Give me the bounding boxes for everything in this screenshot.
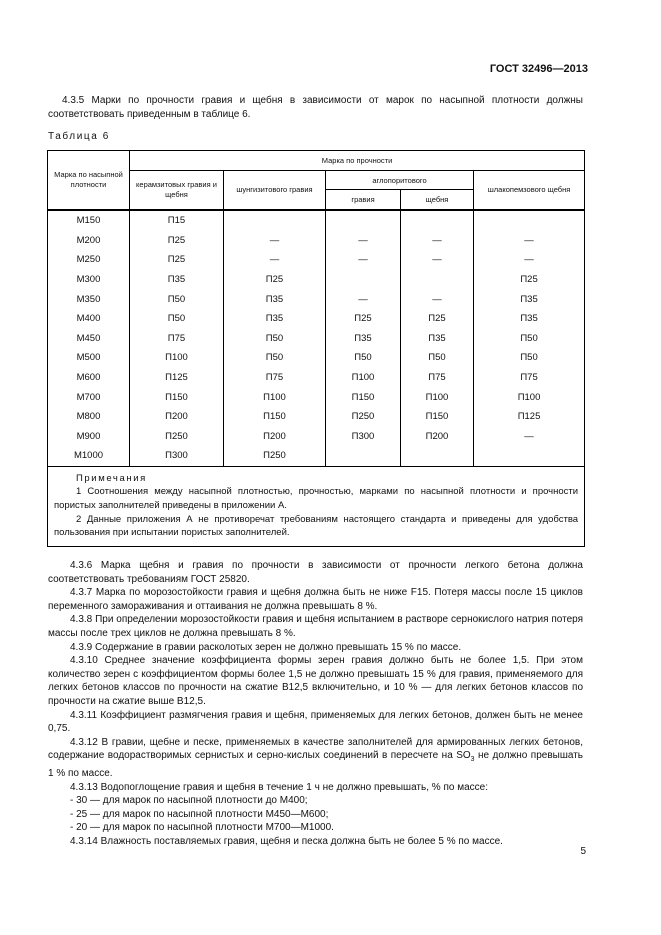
paragraph-4-3-13: 4.3.13 Водопоглощение гравия и щебня в течение 1 ч не должно превышать, % по массе:	[70, 781, 488, 793]
page-number: 5	[580, 846, 586, 857]
keramzit-cell: П35	[130, 270, 224, 290]
agloporit-gravel-cell	[326, 270, 401, 290]
shungizit-cell: П25	[224, 270, 326, 290]
grade-cell: М300	[48, 270, 130, 290]
shungizit-cell: П35	[224, 309, 326, 329]
keramzit-cell: П150	[130, 387, 224, 407]
grade-cell: М200	[48, 231, 130, 251]
grade-cell: М150	[48, 210, 130, 231]
table-row	[48, 231, 585, 251]
paragraph-4-3-6: 4.3.6 Марка щебня и гравия по прочности в зависимости от прочности легкого бетона должна соответствовать требованиям ГОСТ 25820.	[48, 560, 583, 585]
agloporit-crushed-cell: П25	[401, 309, 474, 329]
agloporit-crushed-cell: —	[401, 250, 474, 270]
grade-cell: М500	[48, 348, 130, 368]
agloporit-gravel-cell	[326, 446, 401, 466]
table-row	[48, 270, 585, 290]
agloporit-gravel-cell: —	[326, 250, 401, 270]
shungizit-cell: П100	[224, 387, 326, 407]
shlakopemza-cell: П50	[474, 329, 585, 349]
header-strength-grade: Марка по прочности	[130, 151, 585, 171]
list-item: - 20 — для марок по насыпной плотности М700—М1000.	[48, 821, 583, 835]
table-notes	[48, 466, 585, 546]
keramzit-cell: П200	[130, 407, 224, 427]
grade-cell: М450	[48, 329, 130, 349]
notes-title: Примечания	[76, 472, 147, 484]
header-shlakopemza: шлакопемзового щебня	[474, 171, 585, 211]
agloporit-crushed-cell: П100	[401, 387, 474, 407]
header-shungizit: шунгизитового гравия	[224, 171, 326, 211]
table-row	[48, 368, 585, 388]
keramzit-cell: П15	[130, 210, 224, 231]
agloporit-gravel-cell: —	[326, 231, 401, 251]
paragraph-4-3-12	[48, 736, 583, 781]
header-agloporit-gravel: гравия	[326, 190, 401, 211]
grade-cell: М900	[48, 427, 130, 447]
body-text	[48, 559, 583, 848]
keramzit-cell: П75	[130, 329, 224, 349]
shungizit-cell: П50	[224, 348, 326, 368]
shungizit-cell: —	[224, 250, 326, 270]
list-item: - 30 — для марок по насыпной плотности до М400;	[48, 794, 583, 808]
agloporit-crushed-cell	[401, 210, 474, 231]
table-row	[48, 407, 585, 427]
shlakopemza-cell: П35	[474, 309, 585, 329]
paragraph-4-3-12-text: 4.3.12 В гравии, щебне и песке, применяемых в качестве заполнителей для армированных легких бетонов, содержание водорастворимых сернистых и серно-кислых соединений в пересчете на SO	[48, 736, 583, 762]
table-row	[48, 446, 585, 466]
table-caption: Таблица 6	[48, 131, 110, 142]
shungizit-cell: П35	[224, 289, 326, 309]
shlakopemza-cell: П125	[474, 407, 585, 427]
agloporit-crushed-cell: —	[401, 289, 474, 309]
keramzit-cell: П25	[130, 250, 224, 270]
shlakopemza-cell: —	[474, 427, 585, 447]
shungizit-cell: П250	[224, 446, 326, 466]
grade-cell: М800	[48, 407, 130, 427]
strength-grade-table	[47, 150, 585, 547]
shlakopemza-cell: П100	[474, 387, 585, 407]
keramzit-cell: П25	[130, 231, 224, 251]
agloporit-gravel-cell: П35	[326, 329, 401, 349]
grade-cell: М600	[48, 368, 130, 388]
paragraph-4-3-12-tail: не должно превышать 1 % по массе.	[48, 750, 583, 779]
agloporit-crushed-cell: П200	[401, 427, 474, 447]
paragraph-4-3-8: 4.3.8 При определении морозостойкости гравия и щебня испытанием в растворе сернокислого натрия потеря массы после трех циклов не должна превышать 8 %.	[48, 614, 583, 639]
grade-cell: М400	[48, 309, 130, 329]
shlakopemza-cell: П25	[474, 270, 585, 290]
agloporit-crushed-cell: П75	[401, 368, 474, 388]
agloporit-crushed-cell	[401, 270, 474, 290]
grade-cell: М350	[48, 289, 130, 309]
agloporit-gravel-cell: —	[326, 289, 401, 309]
paragraph-4-3-5: 4.3.5 Марки по прочности гравия и щебня в зависимости от марок по насыпной плотности должны соответствовать приведенным в таблице 6.	[48, 95, 583, 120]
shungizit-cell: П150	[224, 407, 326, 427]
shungizit-cell	[224, 210, 326, 231]
paragraph-4-3-11: 4.3.11 Коэффициент размягчения гравия и щебня, применяемых для легких бетонов, должен быть не менее 0,75.	[48, 709, 583, 735]
shlakopemza-cell	[474, 446, 585, 466]
agloporit-crushed-cell	[401, 446, 474, 466]
table-row	[48, 210, 585, 231]
keramzit-cell: П300	[130, 446, 224, 466]
shlakopemza-cell: П35	[474, 289, 585, 309]
paragraph-4-3-10: 4.3.10 Среднее значение коэффициента формы зерен гравия должно быть не более 1,5. При этом количество зерен с коэффициентом формы более 1,5 не должно превышать 15 % для гравия, применяемого для легких бетонов классов по прочности на сжатие В12,5 включительно, и 10 % — для легких бетонов классов по прочности на сжатие выше В12,5.	[48, 655, 583, 707]
keramzit-cell: П125	[130, 368, 224, 388]
agloporit-gravel-cell: П300	[326, 427, 401, 447]
header-agloporit-crushed: щебня	[401, 190, 474, 211]
grade-cell: М700	[48, 387, 130, 407]
shungizit-cell: П50	[224, 329, 326, 349]
agloporit-gravel-cell: П25	[326, 309, 401, 329]
agloporit-crushed-cell: П35	[401, 329, 474, 349]
shlakopemza-cell: —	[474, 231, 585, 251]
so3-subscript: 3	[470, 756, 475, 764]
table-row	[48, 329, 585, 349]
table-row	[48, 427, 585, 447]
paragraph-4-3-9: 4.3.9 Содержание в гравии расколотых зерен не должно превышать 15 % по массе.	[70, 641, 462, 653]
shungizit-cell: П200	[224, 427, 326, 447]
agloporit-crushed-cell: П50	[401, 348, 474, 368]
agloporit-crushed-cell: —	[401, 231, 474, 251]
agloporit-gravel-cell: П250	[326, 407, 401, 427]
agloporit-crushed-cell: П150	[401, 407, 474, 427]
header-keramzit: керамзитовых гравия и щебня	[130, 171, 224, 211]
shlakopemza-cell	[474, 210, 585, 231]
header-agloporit: аглопоритового	[326, 171, 474, 190]
keramzit-cell: П50	[130, 289, 224, 309]
shlakopemza-cell: —	[474, 250, 585, 270]
note-2: 2 Данные приложения А не противоречат требованиям настоящего стандарта и приведены для удобства пользования при испытании пористых заполнителей.	[54, 513, 579, 539]
paragraph-4-3-14: 4.3.14 Влажность поставляемых гравия, щебня и песка должна быть не более 5 % по массе.	[70, 835, 503, 847]
keramzit-cell: П50	[130, 309, 224, 329]
shlakopemza-cell: П75	[474, 368, 585, 388]
agloporit-gravel-cell: П50	[326, 348, 401, 368]
shlakopemza-cell: П50	[474, 348, 585, 368]
keramzit-cell: П100	[130, 348, 224, 368]
keramzit-cell: П250	[130, 427, 224, 447]
standard-number: ГОСТ 32496—2013	[489, 63, 588, 75]
shungizit-cell: —	[224, 231, 326, 251]
table-row	[48, 348, 585, 368]
grade-cell: М250	[48, 250, 130, 270]
agloporit-gravel-cell: П150	[326, 387, 401, 407]
grade-cell: М1000	[48, 446, 130, 466]
note-1: 1 Соотношения между насыпной плотностью, прочностью, марками по насыпной плотности и прочности пористых заполнителей приведены в приложении А.	[54, 486, 579, 511]
agloporit-gravel-cell: П100	[326, 368, 401, 388]
table-row	[48, 309, 585, 329]
table-row	[48, 289, 585, 309]
table-row	[48, 387, 585, 407]
paragraph-4-3-7: 4.3.7 Марка по морозостойкости гравия и щебня должна быть не ниже F15. Потеря массы после 15 циклов переменного замораживания и оттаивания не должна превышать 8 %.	[48, 587, 583, 612]
header-bulk-density-grade: Марка по насыпной плотности	[48, 151, 130, 211]
shungizit-cell: П75	[224, 368, 326, 388]
table-row	[48, 250, 585, 270]
agloporit-gravel-cell	[326, 210, 401, 231]
list-item: - 25 — для марок по насыпной плотности М450—М600;	[48, 808, 583, 822]
